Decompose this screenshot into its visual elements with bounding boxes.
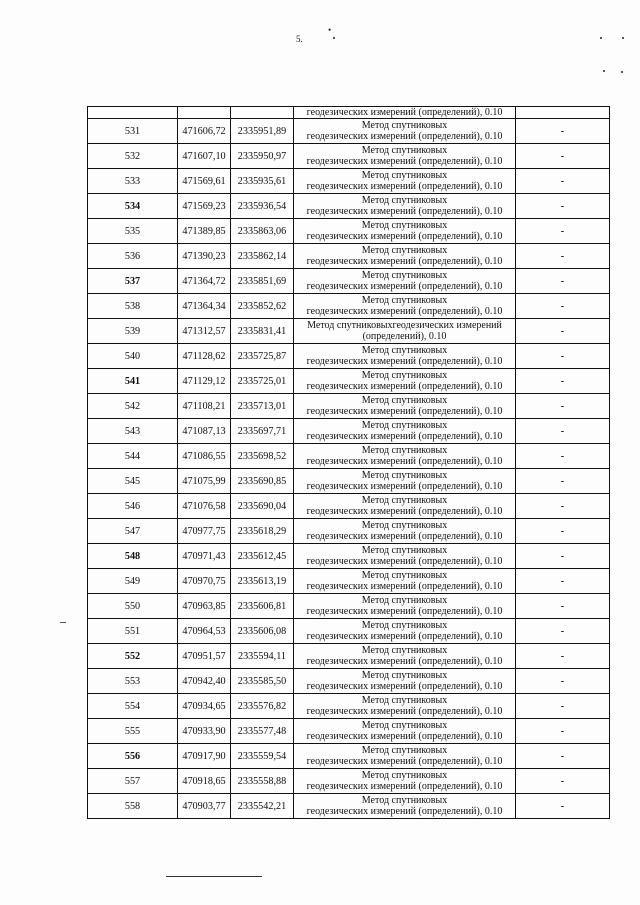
scan-speck — [600, 37, 602, 39]
table-row — [88, 644, 610, 669]
point-number-cell: 553 — [88, 669, 178, 694]
method-cell — [294, 107, 516, 119]
method-text-line-1: Метод спутниковых — [361, 770, 448, 781]
y-coordinate-cell: 2335863,06 — [231, 219, 294, 244]
method-cell — [294, 694, 516, 719]
table-row — [88, 344, 610, 369]
description-cell: - — [516, 444, 610, 469]
description-cell: - — [516, 144, 610, 169]
method-text-line-2: геодезических измерений (определений), 0.10 — [306, 556, 503, 567]
method-text-line-1: Метод спутниковых — [361, 520, 448, 531]
point-number-cell: 550 — [88, 594, 178, 619]
y-coordinate-cell: 2335606,08 — [231, 619, 294, 644]
x-coordinate-cell: 471606,72 — [178, 119, 231, 144]
point-number-cell: 533 — [88, 169, 178, 194]
point-number-cell: 558 — [88, 794, 178, 819]
point-number-cell: 541 — [88, 369, 178, 394]
description-cell: - — [516, 119, 610, 144]
y-coordinate-cell: 2335576,82 — [231, 694, 294, 719]
description-cell: - — [516, 369, 610, 394]
method-text-line-1: Метод спутниковых — [361, 120, 448, 131]
description-cell: - — [516, 219, 610, 244]
method-cell — [294, 319, 516, 344]
x-coordinate-cell: 470951,57 — [178, 644, 231, 669]
table-row — [88, 369, 610, 394]
table-row — [88, 744, 610, 769]
description-cell: - — [516, 644, 610, 669]
method-text-line-1: Метод спутниковых — [361, 620, 448, 631]
y-coordinate-cell: 2335936,54 — [231, 194, 294, 219]
x-coordinate-cell: 470964,53 — [178, 619, 231, 644]
table-row — [88, 569, 610, 594]
method-text-line-1: Метод спутниковых — [361, 245, 448, 256]
description-cell: - — [516, 169, 610, 194]
table-row — [88, 244, 610, 269]
y-coordinate-cell: 2335558,88 — [231, 769, 294, 794]
y-coordinate-cell: 2335725,01 — [231, 369, 294, 394]
y-coordinate-cell — [231, 107, 294, 119]
table-row — [88, 519, 610, 544]
description-cell: - — [516, 619, 610, 644]
x-coordinate-cell: 470970,75 — [178, 569, 231, 594]
method-cell — [294, 544, 516, 569]
point-number-cell: 532 — [88, 144, 178, 169]
method-text-line-2: геодезических измерений (определений), 0.10 — [306, 781, 503, 792]
x-coordinate-cell: 470917,90 — [178, 744, 231, 769]
x-coordinate-cell: 471569,61 — [178, 169, 231, 194]
point-number-cell: 531 — [88, 119, 178, 144]
table-row — [88, 494, 610, 519]
description-cell: - — [516, 494, 610, 519]
method-text-line-1: Метод спутниковых — [361, 220, 448, 231]
method-text-line-1: Метод спутниковых — [361, 470, 448, 481]
method-text-line-2: геодезических измерений (определений), 0.10 — [306, 281, 503, 292]
point-number-cell: 555 — [88, 719, 178, 744]
y-coordinate-cell: 2335606,81 — [231, 594, 294, 619]
method-cell — [294, 119, 516, 144]
point-number-cell: 556 — [88, 744, 178, 769]
method-cell — [294, 169, 516, 194]
method-cell — [294, 794, 516, 819]
x-coordinate-cell: 471607,10 — [178, 144, 231, 169]
method-text-line-2: геодезических измерений (определений), 0.10 — [306, 231, 503, 242]
point-number-cell: 548 — [88, 544, 178, 569]
y-coordinate-cell: 2335935,61 — [231, 169, 294, 194]
method-text-line-1: Метод спутниковых — [361, 545, 448, 556]
method-cell — [294, 219, 516, 244]
x-coordinate-cell: 470903,77 — [178, 794, 231, 819]
y-coordinate-cell: 2335577,48 — [231, 719, 294, 744]
signature-line — [166, 876, 262, 877]
method-text: геодезических измерений (определений), 0.10 — [306, 107, 503, 118]
description-cell: - — [516, 469, 610, 494]
x-coordinate-cell: 471390,23 — [178, 244, 231, 269]
method-text-line-2: геодезических измерений (определений), 0.10 — [306, 456, 503, 467]
method-cell — [294, 744, 516, 769]
coordinates-table — [87, 106, 610, 819]
point-number-cell: 551 — [88, 619, 178, 644]
description-cell: - — [516, 594, 610, 619]
y-coordinate-cell: 2335690,85 — [231, 469, 294, 494]
x-coordinate-cell: 470934,65 — [178, 694, 231, 719]
point-number-cell: 544 — [88, 444, 178, 469]
method-text-line-2: геодезических измерений (определений), 0.10 — [306, 731, 503, 742]
table-row — [88, 119, 610, 144]
x-coordinate-cell: 471087,13 — [178, 419, 231, 444]
x-coordinate-cell: 471108,21 — [178, 394, 231, 419]
y-coordinate-cell: 2335594,11 — [231, 644, 294, 669]
method-text-line-1: Метод спутниковых — [361, 270, 448, 281]
table-row — [88, 219, 610, 244]
method-cell — [294, 594, 516, 619]
y-coordinate-cell: 2335831,41 — [231, 319, 294, 344]
x-coordinate-cell: 471076,58 — [178, 494, 231, 519]
method-cell — [294, 719, 516, 744]
method-text-line-1: Метод спутниковых — [361, 795, 448, 806]
table-row — [88, 394, 610, 419]
method-text-line-2: геодезических измерений (определений), 0.10 — [306, 181, 503, 192]
description-cell: - — [516, 194, 610, 219]
method-cell — [294, 494, 516, 519]
method-cell — [294, 469, 516, 494]
x-coordinate-cell: 470933,90 — [178, 719, 231, 744]
x-coordinate-cell: 471569,23 — [178, 194, 231, 219]
table-row — [88, 719, 610, 744]
scan-speck — [622, 37, 624, 39]
description-cell: - — [516, 319, 610, 344]
y-coordinate-cell: 2335542,21 — [231, 794, 294, 819]
method-text-line-2: геодезических измерений (определений), 0.10 — [306, 381, 503, 392]
description-cell: - — [516, 294, 610, 319]
point-number-cell: 538 — [88, 294, 178, 319]
margin-mark — [60, 622, 66, 623]
table-row — [88, 319, 610, 344]
point-number-cell: 557 — [88, 769, 178, 794]
method-cell — [294, 644, 516, 669]
table-row — [88, 694, 610, 719]
description-cell: - — [516, 694, 610, 719]
scan-speck: • — [328, 25, 332, 35]
description-cell: - — [516, 794, 610, 819]
y-coordinate-cell: 2335612,45 — [231, 544, 294, 569]
point-number-cell — [88, 107, 178, 119]
table-row — [88, 194, 610, 219]
y-coordinate-cell: 2335725,87 — [231, 344, 294, 369]
description-cell: - — [516, 419, 610, 444]
method-text-line-1: Метод спутниковых — [361, 445, 448, 456]
method-text-line-2: геодезических измерений (определений), 0.10 — [306, 431, 503, 442]
point-number-cell: 535 — [88, 219, 178, 244]
point-number-cell: 546 — [88, 494, 178, 519]
x-coordinate-cell: 470942,40 — [178, 669, 231, 694]
point-number-cell: 540 — [88, 344, 178, 369]
point-number-cell: 545 — [88, 469, 178, 494]
point-number-cell: 549 — [88, 569, 178, 594]
method-text-line-2: (определений), 0.10 — [362, 331, 447, 342]
scan-speck — [621, 71, 623, 73]
x-coordinate-cell — [178, 107, 231, 119]
y-coordinate-cell: 2335852,62 — [231, 294, 294, 319]
x-coordinate-cell: 471128,62 — [178, 344, 231, 369]
method-text-line-1: Метод спутниковых — [361, 720, 448, 731]
method-cell — [294, 769, 516, 794]
method-text-line-1: Метод спутниковых — [361, 295, 448, 306]
point-number-cell: 542 — [88, 394, 178, 419]
y-coordinate-cell: 2335585,50 — [231, 669, 294, 694]
method-text-line-2: геодезических измерений (определений), 0.10 — [306, 356, 503, 367]
method-text-line-1: Метод спутниковых — [361, 370, 448, 381]
point-number-cell: 554 — [88, 694, 178, 719]
description-cell: - — [516, 344, 610, 369]
method-cell — [294, 144, 516, 169]
page-mark: 5. — [296, 34, 303, 44]
method-text-line-1: Метод спутниковых — [361, 495, 448, 506]
method-text-line-2: геодезических измерений (определений), 0.10 — [306, 631, 503, 642]
x-coordinate-cell: 471075,99 — [178, 469, 231, 494]
x-coordinate-cell: 471364,72 — [178, 269, 231, 294]
y-coordinate-cell: 2335559,54 — [231, 744, 294, 769]
method-text-line-2: геодезических измерений (определений), 0.10 — [306, 806, 503, 817]
y-coordinate-cell: 2335613,19 — [231, 569, 294, 594]
method-text-line-1: Метод спутниковых — [361, 670, 448, 681]
description-cell: - — [516, 569, 610, 594]
method-text-line-1: Метод спутниковых — [361, 195, 448, 206]
method-text-line-2: геодезических измерений (определений), 0.10 — [306, 406, 503, 417]
method-text-line-2: геодезических измерений (определений), 0.10 — [306, 756, 503, 767]
point-number-cell: 543 — [88, 419, 178, 444]
description-cell: - — [516, 744, 610, 769]
method-text-line-1: Метод спутниковых — [361, 570, 448, 581]
x-coordinate-cell: 470977,75 — [178, 519, 231, 544]
method-text-line-1: Метод спутниковых — [361, 695, 448, 706]
method-cell — [294, 294, 516, 319]
y-coordinate-cell: 2335697,71 — [231, 419, 294, 444]
method-text-line-2: геодезических измерений (определений), 0.10 — [306, 306, 503, 317]
method-text-line-2: геодезических измерений (определений), 0.10 — [306, 581, 503, 592]
method-text-line-1: Метод спутниковых — [361, 145, 448, 156]
method-text-line-2: геодезических измерений (определений), 0.10 — [306, 606, 503, 617]
method-cell — [294, 619, 516, 644]
y-coordinate-cell: 2335862,14 — [231, 244, 294, 269]
method-text-line-1: Метод спутниковых — [361, 745, 448, 756]
y-coordinate-cell: 2335950,97 — [231, 144, 294, 169]
y-coordinate-cell: 2335851,69 — [231, 269, 294, 294]
x-coordinate-cell: 471364,34 — [178, 294, 231, 319]
table-row — [88, 444, 610, 469]
method-cell — [294, 419, 516, 444]
table-row — [88, 469, 610, 494]
point-number-cell: 536 — [88, 244, 178, 269]
description-cell: - — [516, 244, 610, 269]
method-cell — [294, 669, 516, 694]
method-text-line-1: Метод спутниковыхгеодезических измерений — [307, 320, 502, 331]
method-cell — [294, 269, 516, 294]
method-text-line-1: Метод спутниковых — [361, 395, 448, 406]
method-text-line-2: геодезических измерений (определений), 0.10 — [306, 531, 503, 542]
method-text-line-2: геодезических измерений (определений), 0.10 — [306, 256, 503, 267]
description-cell — [516, 107, 610, 119]
description-cell: - — [516, 544, 610, 569]
description-cell: - — [516, 519, 610, 544]
method-text-line-1: Метод спутниковых — [361, 345, 448, 356]
x-coordinate-cell: 471129,12 — [178, 369, 231, 394]
method-text-line-1: Метод спутниковых — [361, 170, 448, 181]
method-cell — [294, 519, 516, 544]
method-text-line-2: геодезических измерений (определений), 0.10 — [306, 706, 503, 717]
y-coordinate-cell: 2335951,89 — [231, 119, 294, 144]
method-text-line-2: геодезических измерений (определений), 0.10 — [306, 681, 503, 692]
point-number-cell: 534 — [88, 194, 178, 219]
point-number-cell: 537 — [88, 269, 178, 294]
table-row — [88, 169, 610, 194]
method-text-line-2: геодезических измерений (определений), 0.10 — [306, 206, 503, 217]
method-cell — [294, 244, 516, 269]
method-text-line-1: Метод спутниковых — [361, 645, 448, 656]
table-row — [88, 269, 610, 294]
method-text-line-1: Метод спутниковых — [361, 420, 448, 431]
coordinates-table-body — [88, 107, 610, 819]
description-cell: - — [516, 769, 610, 794]
table-row — [88, 107, 610, 119]
table-row — [88, 544, 610, 569]
table-row — [88, 619, 610, 644]
method-cell — [294, 369, 516, 394]
table-row — [88, 419, 610, 444]
x-coordinate-cell: 471086,55 — [178, 444, 231, 469]
method-text-line-2: геодезических измерений (определений), 0.10 — [306, 656, 503, 667]
method-text-line-1: Метод спутниковых — [361, 595, 448, 606]
description-cell: - — [516, 394, 610, 419]
description-cell: - — [516, 719, 610, 744]
table-row — [88, 794, 610, 819]
table-row — [88, 669, 610, 694]
y-coordinate-cell: 2335690,04 — [231, 494, 294, 519]
method-cell — [294, 394, 516, 419]
point-number-cell: 552 — [88, 644, 178, 669]
table-row — [88, 294, 610, 319]
method-text-line-2: геодезических измерений (определений), 0.10 — [306, 506, 503, 517]
x-coordinate-cell: 471312,57 — [178, 319, 231, 344]
table-row — [88, 144, 610, 169]
table-row — [88, 769, 610, 794]
method-cell — [294, 344, 516, 369]
point-number-cell: 539 — [88, 319, 178, 344]
table-row — [88, 594, 610, 619]
description-cell: - — [516, 269, 610, 294]
x-coordinate-cell: 470963,85 — [178, 594, 231, 619]
method-cell — [294, 194, 516, 219]
method-text-line-2: геодезических измерений (определений), 0.10 — [306, 481, 503, 492]
method-cell — [294, 569, 516, 594]
x-coordinate-cell: 471389,85 — [178, 219, 231, 244]
y-coordinate-cell: 2335618,29 — [231, 519, 294, 544]
description-cell: - — [516, 669, 610, 694]
y-coordinate-cell: 2335698,52 — [231, 444, 294, 469]
method-cell — [294, 444, 516, 469]
x-coordinate-cell: 470971,43 — [178, 544, 231, 569]
point-number-cell: 547 — [88, 519, 178, 544]
y-coordinate-cell: 2335713,01 — [231, 394, 294, 419]
method-text-line-2: геодезических измерений (определений), 0.10 — [306, 131, 503, 142]
method-text-line-2: геодезических измерений (определений), 0.10 — [306, 156, 503, 167]
scan-speck — [333, 37, 335, 39]
x-coordinate-cell: 470918,65 — [178, 769, 231, 794]
scan-speck — [603, 70, 605, 72]
